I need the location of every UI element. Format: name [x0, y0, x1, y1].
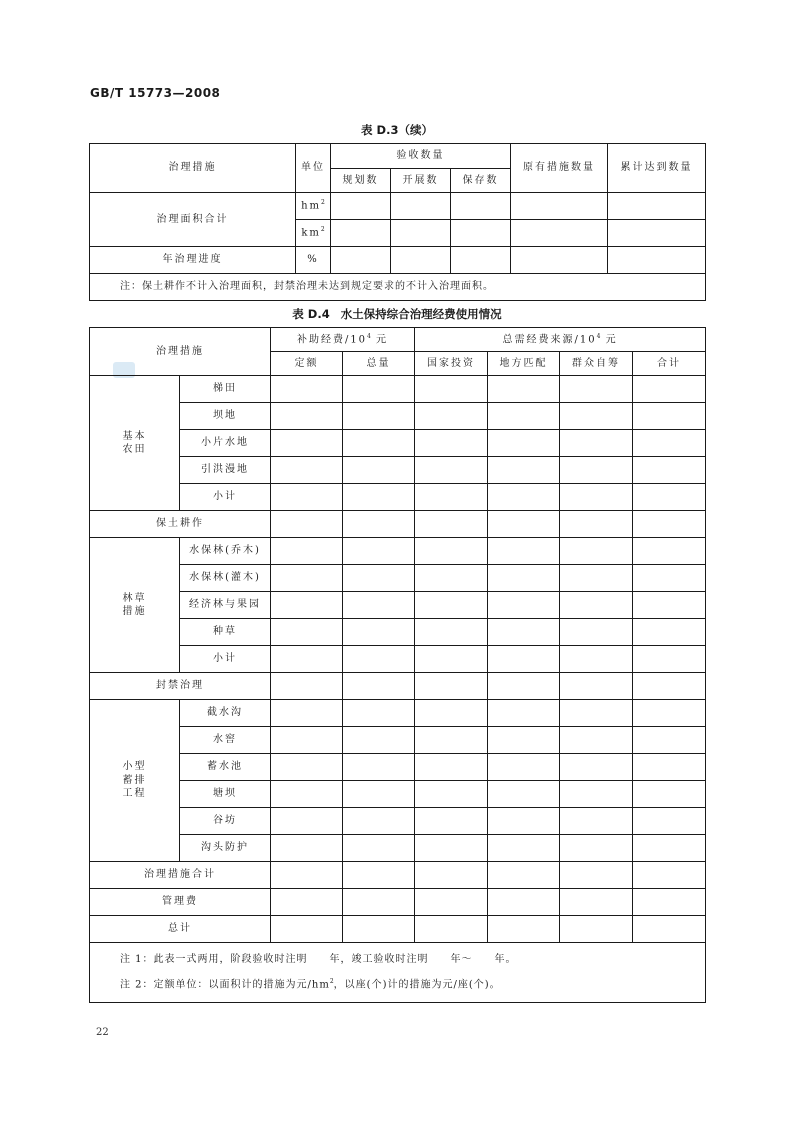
item-storage-pond: 蓄水池 — [180, 754, 271, 781]
item-measure-total: 治理措施合计 — [90, 862, 271, 889]
unit-percent: % — [296, 247, 331, 274]
table-d3-caption: 表 D.3（续） — [361, 123, 433, 137]
table-d4 — [89, 327, 706, 1003]
group-small-works: 小型 蓄排 工程 — [90, 700, 180, 862]
header-masses: 群众自筹 — [560, 352, 633, 376]
item-forest-arbor: 水保林(乔木) — [180, 538, 271, 565]
header-original: 原有措施数量 — [511, 144, 608, 193]
header-total-amount: 总量 — [343, 352, 415, 376]
header-total-source: 总需经费来源$/10^4$ 元 — [415, 328, 706, 352]
table-d3 — [89, 143, 706, 301]
note-1: 注 1：此表一式两用，阶段验收时注明 年，竣工验收时注明 年～ 年。 — [120, 953, 517, 965]
item-closure: 封禁治理 — [90, 673, 271, 700]
item-subtotal: 小计 — [180, 646, 271, 673]
unit-km2: $km^2$ — [296, 220, 331, 247]
item-grand-total: 总计 — [90, 916, 271, 943]
item-management-fee: 管理费 — [90, 889, 271, 916]
header-quota: 定额 — [271, 352, 343, 376]
item-terrace: 梯田 — [180, 376, 271, 403]
header-acceptance: 验收数量 — [331, 144, 511, 169]
item-forest-shrub: 水保林(灌木) — [180, 565, 271, 592]
item-subtotal: 小计 — [180, 484, 271, 511]
item-econ-forest: 经济林与果园 — [180, 592, 271, 619]
header-measure: 治理措施 — [90, 328, 271, 376]
header-subsidy: 补助经费$/10^4$ 元 — [271, 328, 415, 352]
header-carried: 开展数 — [391, 169, 451, 193]
header-measure: 治理措施 — [90, 144, 296, 193]
item-conservation-tillage: 保土耕作 — [90, 511, 271, 538]
page-number: 22 — [96, 1027, 109, 1038]
item-small-paddy: 小片水地 — [180, 430, 271, 457]
row-area-total: 治理面积合计 — [90, 193, 296, 247]
table-d4-caption: 表 D.4 水土保持综合治理经费使用情况 — [292, 307, 502, 321]
standard-code: GB/T 15773—2008 — [90, 86, 221, 100]
header-unit: 单位 — [296, 144, 331, 193]
item-intercept-ditch: 截水沟 — [180, 700, 271, 727]
header-state: 国家投资 — [415, 352, 488, 376]
table-d4-notes — [90, 943, 706, 1003]
header-preserved: 保存数 — [451, 169, 511, 193]
item-flood-irrigation: 引洪漫地 — [180, 457, 271, 484]
item-pond-dam: 塘坝 — [180, 781, 271, 808]
group-forest-grass: 林草 措施 — [90, 538, 180, 673]
item-dam-land: 坝地 — [180, 403, 271, 430]
group-basic-farmland: 基本 农田 — [90, 376, 180, 511]
note-2: 注 2：定额单位：以面积计的措施为元$/hm^2$，以座(个)计的措施为元/座(个)。 — [120, 977, 501, 991]
item-gully-head: 沟头防护 — [180, 835, 271, 862]
header-sum: 合计 — [633, 352, 706, 376]
unit-hm2: $hm^2$ — [296, 193, 331, 220]
item-check-dam: 谷坊 — [180, 808, 271, 835]
table-d3-note: 注：保土耕作不计入治理面积，封禁治理未达到规定要求的不计入治理面积。 — [90, 274, 706, 301]
header-planned: 规划数 — [331, 169, 391, 193]
header-local: 地方匹配 — [488, 352, 560, 376]
item-cellar: 水窖 — [180, 727, 271, 754]
row-annual-progress: 年治理进度 — [90, 247, 296, 274]
item-grass: 种草 — [180, 619, 271, 646]
header-cumulative: 累计达到数量 — [608, 144, 706, 193]
